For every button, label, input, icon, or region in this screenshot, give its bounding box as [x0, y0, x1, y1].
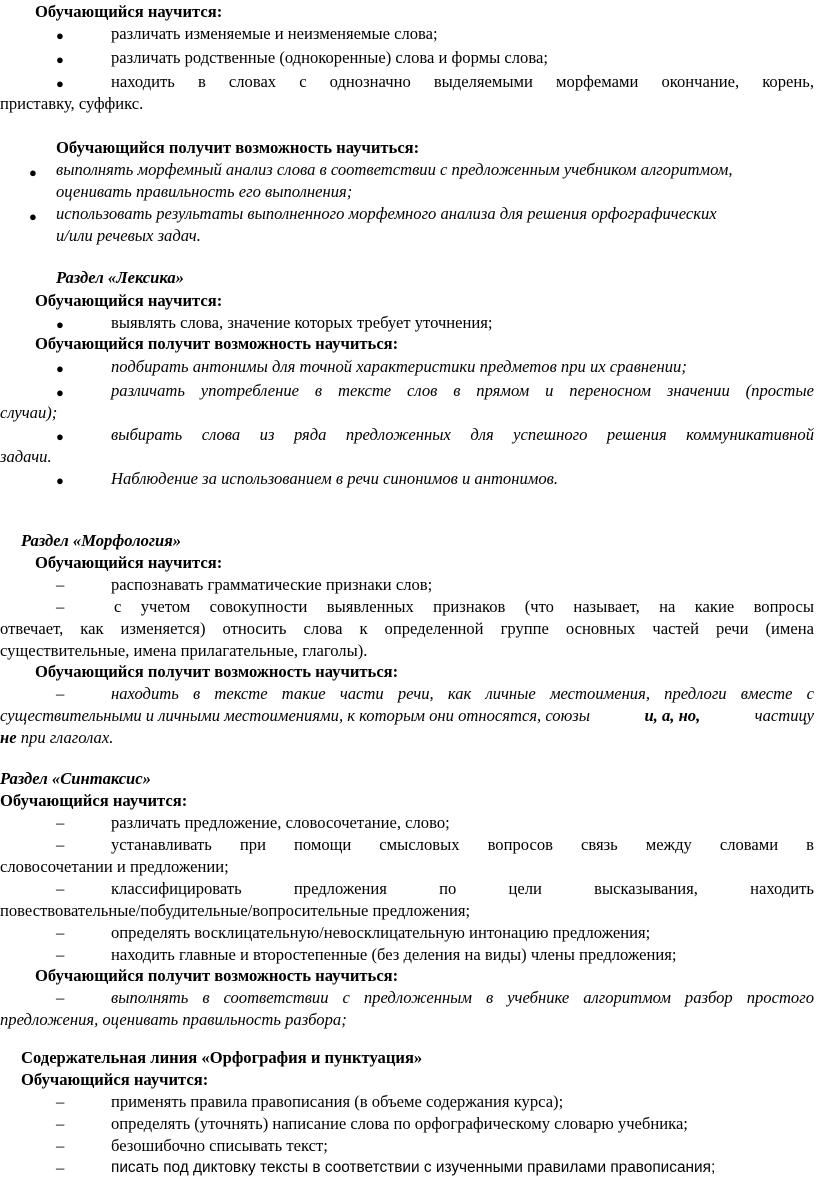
list-item: различать употребление в тексте слов в прямом и переносном значении (простые [111, 381, 814, 400]
dash-icon: – [56, 1092, 65, 1111]
list-item-continuation: приставку, суффикс. [0, 94, 144, 113]
list-item-continuation: существительные, имена прилагательные, глаголы). [0, 641, 368, 660]
list-item-continuation: задачи. [0, 447, 52, 466]
list-item: находить главные и второстепенные (без деления на виды) члены предложения; [111, 945, 677, 964]
list-item: классифицировать предложения по цели высказывания, находить [111, 879, 814, 898]
bullet-icon: ● [29, 209, 37, 224]
dash-icon: – [56, 1114, 65, 1133]
list-item: выявлять слова, значение которых требует уточнения; [111, 313, 493, 332]
dash-icon: – [56, 835, 65, 854]
bullet-icon: ● [56, 317, 64, 332]
heading-learn: Обучающийся научится: [35, 2, 223, 21]
list-item-continuation: и/или речевых задач. [56, 226, 201, 245]
list-item: выполнять в соответствии с предложенным в учебнике алгоритмом разбор простого [111, 988, 814, 1007]
heading-learn: Обучающийся научится: [0, 791, 188, 810]
bullet-icon: ● [29, 165, 37, 180]
bullet-icon: ● [56, 52, 64, 67]
list-item: находить в словах с однозначно выделяемыми морфемами окончание, корень, [111, 72, 814, 91]
list-item: с учетом совокупности выявленных признаков (что называет, на какие вопросы [114, 597, 814, 616]
bullet-icon: ● [56, 361, 64, 376]
text-span-emphasis: и, а, но, [644, 706, 701, 725]
list-item: писать под диктовку тексты в соответствии с изученными правилами правописания; [111, 1159, 716, 1176]
list-item: использовать результаты выполненного морфемного анализа для решения орфографических [56, 204, 717, 223]
dash-icon: – [56, 923, 65, 942]
heading-learn: Обучающийся научится: [21, 1070, 209, 1089]
heading-opportunity: Обучающийся получит возможность научиться: [35, 966, 399, 985]
dash-icon: – [56, 597, 65, 616]
heading-learn: Обучающийся научится: [35, 291, 223, 310]
text-span: частицу [754, 706, 814, 725]
list-item: подбирать антонимы для точной характеристики предметов при их сравнении; [111, 357, 687, 376]
list-item-continuation: отвечает, как изменяется) относить слова к определенной группе основных частей речи (имена [0, 619, 814, 638]
heading-opportunity: Обучающийся получит возможность научиться: [35, 662, 399, 681]
dash-icon: – [56, 988, 65, 1007]
section-title-morphology: Раздел «Морфология» [21, 531, 182, 550]
bullet-icon: ● [56, 28, 64, 43]
dash-icon: – [56, 684, 65, 703]
list-item: применять правила правописания (в объеме содержания курса); [111, 1092, 564, 1111]
list-item-continuation [0, 705, 814, 727]
heading-opportunity: Обучающийся получит возможность научиться: [35, 334, 399, 353]
list-item-continuation: предложения, оценивать правильность разбора; [0, 1010, 347, 1029]
list-item: выполнять морфемный анализ слова в соответствии с предложенным учебником алгоритмом, [56, 160, 733, 179]
dash-icon: – [56, 945, 65, 964]
list-item-continuation: словосочетании и предложении; [0, 857, 229, 876]
list-item: различать предложение, словосочетание, слово; [111, 813, 450, 832]
dash-icon: – [56, 575, 65, 594]
list-item: определять восклицательную/невосклицательную интонацию предложения; [111, 923, 651, 942]
dash-icon: – [56, 1136, 65, 1155]
list-item: находить в тексте такие части речи, как личные местоимения, предлоги вместе с [111, 684, 814, 703]
list-item: безошибочно списывать текст; [111, 1136, 328, 1155]
section-title-syntax: Раздел «Синтаксис» [0, 769, 151, 788]
text-span-emphasis: не [0, 728, 17, 747]
list-item: различать изменяемые и неизменяемые слова; [111, 24, 438, 43]
list-item: устанавливать при помощи смысловых вопросов связь между словами в [111, 835, 814, 854]
list-item: различать родственные (однокоренные) слова и формы слова; [111, 48, 548, 67]
list-item-continuation: оценивать правильность его выполнения; [56, 182, 353, 201]
heading-learn: Обучающийся научится: [35, 553, 223, 572]
heading-opportunity: Обучающийся получит возможность научиться: [56, 138, 420, 157]
section-title-orthography: Содержательная линия «Орфография и пунктуация» [21, 1048, 423, 1067]
bullet-icon: ● [56, 76, 64, 91]
dash-icon: – [56, 879, 65, 898]
bullet-icon: ● [56, 385, 64, 400]
dash-icon: – [56, 1158, 65, 1177]
dash-icon: – [56, 813, 65, 832]
text-span: при глаголах. [20, 728, 114, 747]
list-item-continuation [0, 727, 113, 749]
list-item: определять (уточнять) написание слова по орфографическому словарю учебника; [111, 1114, 688, 1133]
list-item: выбирать слова из ряда предложенных для успешного решения коммуникативной [111, 425, 814, 444]
text-span: существительными и личными местоимениями, к которым они относятся, союзы [0, 706, 591, 725]
list-item-continuation: повествовательные/побудительные/вопросительные предложения; [0, 901, 471, 920]
bullet-icon: ● [56, 429, 64, 444]
list-item-continuation: случаи); [0, 403, 58, 422]
section-title-lexicon: Раздел «Лексика» [56, 268, 184, 287]
list-item: Наблюдение за использованием в речи синонимов и антонимов. [111, 469, 558, 488]
list-item: распознавать грамматические признаки слов; [111, 575, 433, 594]
bullet-icon: ● [56, 473, 64, 488]
